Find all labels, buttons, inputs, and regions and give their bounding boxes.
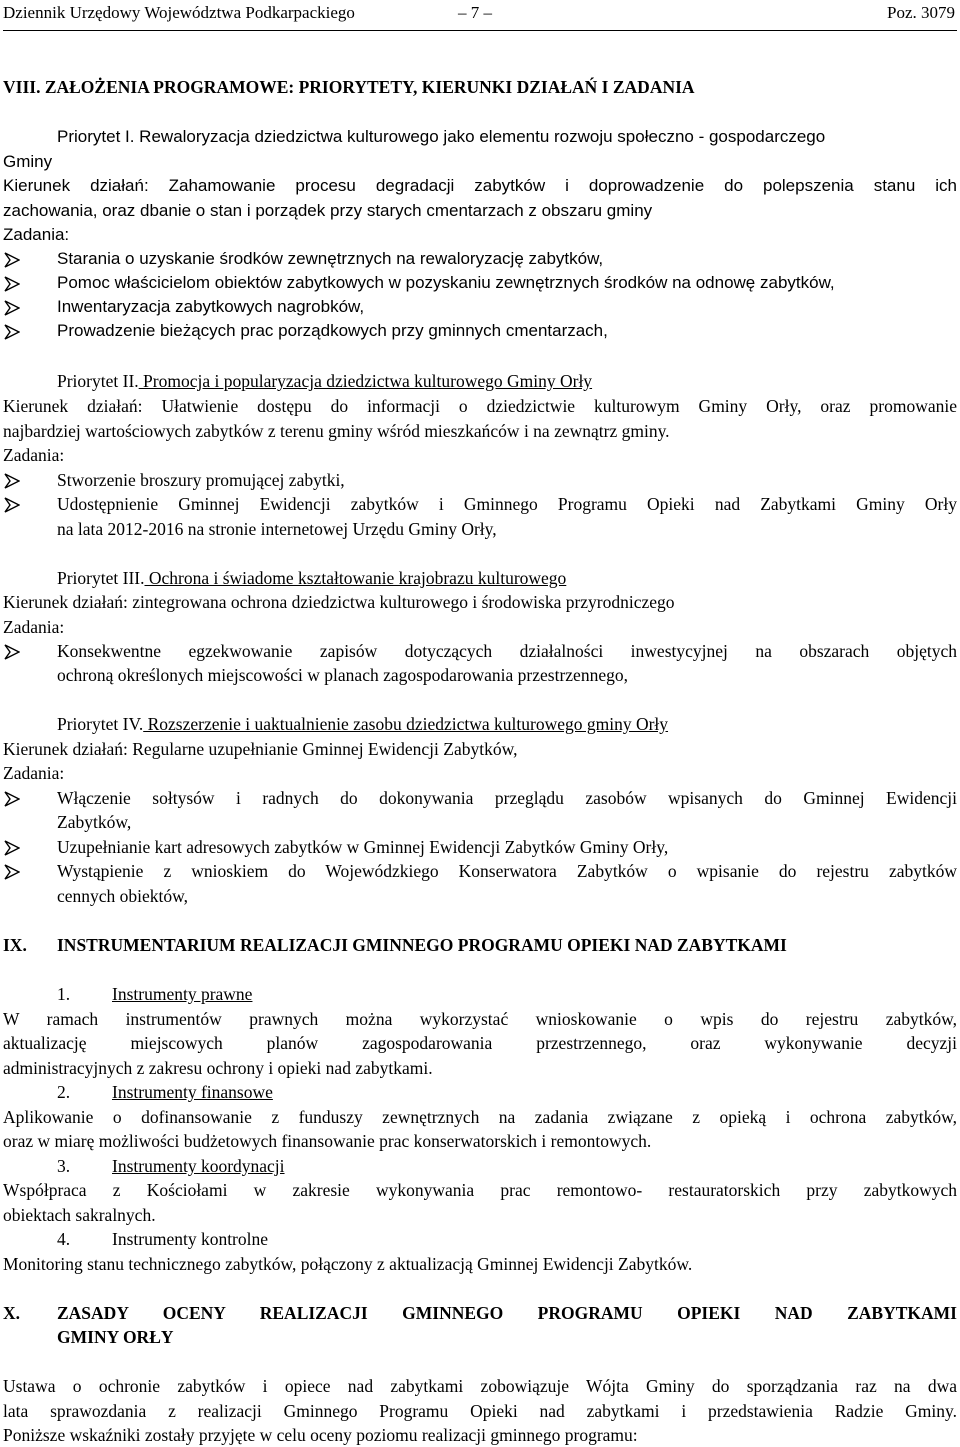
priority-1-direction-cont: zachowania, oraz dbanie o stan i porządek przy starych cmentarzach z obszaru gminy xyxy=(3,201,653,220)
priority-1-task: Pomoc właścicielom obiektów zabytkowych w pozyskaniu zewnętrznych środków na odnowę zabytków, xyxy=(57,273,835,292)
arrowhead-bullet-icon xyxy=(4,324,20,340)
priority-4-title: Rozszerzenie i uaktualnienie zasobu dziedzictwa kulturowego gminy Orły xyxy=(143,714,669,734)
priority-4-task-cont: Zabytków, xyxy=(57,812,132,832)
priority-1-tasks-label: Zadania: xyxy=(3,225,70,244)
priority-2-direction: Kierunek działań: Ułatwienie dostępu do informacji o dziedzictwie kulturowym Gminy Orły, oraz promowanie xyxy=(3,396,957,416)
priority-1-direction: Kierunek działań: Zahamowanie procesu degradacji zabytków i doprowadzenie do polepszenia stanu ich xyxy=(3,176,957,195)
priority-4-task-cont: cennych obiektów, xyxy=(57,886,189,906)
arrowhead-bullet-icon xyxy=(4,300,20,316)
instrument-4-number: 4. xyxy=(57,1229,71,1249)
instrument-1-title: Instrumenty prawne xyxy=(112,984,253,1004)
priority-4-task: Wystąpienie z wnioskiem do Wojewódzkiego Konserwatora Zabytków o wpisanie do rejestru zabytków xyxy=(57,861,957,881)
position-number: Poz. 3079 xyxy=(887,3,955,22)
priority-3-task-cont: ochroną określonych miejscowości w planach zagospodarowania przestrzennego, xyxy=(57,665,628,685)
priority-2-task: Udostępnienie Gminnej Ewidencji zabytków i Gminnego Programu Opieki nad Zabytkami Gminy Orły xyxy=(57,494,957,514)
instrument-1-text: W ramach instrumentów prawnych można wykorzystać wnioskowanie o wpis do rejestru zabytków, xyxy=(3,1009,957,1029)
journal-title: Dziennik Urzędowy Województwa Podkarpackiego xyxy=(3,3,355,22)
arrowhead-bullet-icon xyxy=(4,864,20,880)
priority-2-heading xyxy=(57,370,592,392)
section-10-text: Ustawa o ochronie zabytków i opiece nad zabytkami zobowiązuje Wójta Gminy do sporządzania raz na dwa xyxy=(3,1376,957,1396)
priority-4-tasks-label: Zadania: xyxy=(3,763,65,783)
instrument-1-text: aktualizację miejscowych planów zagospodarowania przestrzennego, oraz wykonywanie decyzji xyxy=(3,1033,957,1053)
priority-3-task: Konsekwentne egzekwowanie zapisów dotyczących działalności inwestycyjnej na obszarach objętych xyxy=(57,641,957,661)
arrowhead-bullet-icon xyxy=(4,276,20,292)
instrument-1-number: 1. xyxy=(57,984,71,1004)
section-10-text: Poniższe wskaźniki zostały przyjęte w celu oceny poziomu realizacji gminnego programu: xyxy=(3,1425,638,1445)
priority-3-tasks-label: Zadania: xyxy=(3,617,65,637)
priority-2-direction-cont: najbardziej wartościowych zabytków z terenu gminy wśród mieszkańców i na zewnątrz gminy. xyxy=(3,421,670,441)
arrowhead-bullet-icon xyxy=(4,473,20,489)
priority-3-title: Ochrona i świadome kształtowanie krajobrazu kulturowego xyxy=(144,568,567,588)
priority-2-task-cont: na lata 2012-2016 na stronie internetowej Urzędu Gminy Orły, xyxy=(57,519,497,539)
priority-4-task: Uzupełnianie kart adresowych zabytków w Gminnej Ewidencji Zabytków Gminy Orły, xyxy=(57,837,669,857)
instrument-2-text: Aplikowanie o dofinansowanie z funduszy zewnętrznych na zadania związane z opieką i ochrona zabytków, xyxy=(3,1107,957,1127)
priority-1-task: Inwentaryzacja zabytkowych nagrobków, xyxy=(57,297,365,316)
section-10-title: ZASADY OCENY REALIZACJI GMINNEGO PROGRAMU OPIEKI NAD ZABYTKAMI xyxy=(57,1303,957,1323)
priority-1-task: Prowadzenie bieżących prac porządkowych przy gminnych cmentarzach, xyxy=(57,321,608,340)
section-9-title: INSTRUMENTARIUM REALIZACJI GMINNEGO PROGRAMU OPIEKI NAD ZABYTKAMI xyxy=(57,935,787,955)
priority-2-tasks-label: Zadania: xyxy=(3,445,65,465)
instrument-2-title: Instrumenty finansowe xyxy=(112,1082,273,1102)
instrument-4-title: Instrumenty kontrolne xyxy=(112,1229,269,1249)
arrowhead-bullet-icon xyxy=(4,644,20,660)
priority-4-heading xyxy=(57,713,668,735)
instrument-1-text: administracyjnych z zakresu ochrony i opieki nad zabytkami. xyxy=(3,1058,433,1078)
instrument-3-text: Współpraca z Kościołami w zakresie wykonywania prac remontowo- restauratorskich przy zabytkowych xyxy=(3,1180,957,1200)
priority-2-title: Promocja i popularyzacja dziedzictwa kulturowego Gminy Orły xyxy=(138,371,593,391)
instrument-2-number: 2. xyxy=(57,1082,71,1102)
page-header xyxy=(3,0,957,31)
section-10-text: lata sprawozdania z realizacji Gminnego Programu Opieki nad zabytkami i przedstawienia Radzie Gminy. xyxy=(3,1401,957,1421)
arrowhead-bullet-icon xyxy=(4,497,20,513)
section-9-number: IX. xyxy=(3,935,27,955)
priority-3-heading xyxy=(57,567,566,589)
instrument-4-text: Monitoring stanu technicznego zabytków, połączony z aktualizacją Gminnej Ewidencji Zabytków. xyxy=(3,1254,693,1274)
priority-4-label: Priorytet IV. xyxy=(57,714,144,734)
instrument-2-text: oraz w miarę możliwości budżetowych finansowanie prac konserwatorskich i remontowych. xyxy=(3,1131,652,1151)
arrowhead-bullet-icon xyxy=(4,252,20,268)
instrument-3-title: Instrumenty koordynacji xyxy=(112,1156,285,1176)
page-number: – 7 – xyxy=(458,3,492,22)
priority-2-task: Stworzenie broszury promującej zabytki, xyxy=(57,470,345,490)
priority-1-task: Starania o uzyskanie środków zewnętrznych na rewaloryzację zabytków, xyxy=(57,249,604,268)
priority-2-label: Priorytet II. xyxy=(57,371,139,391)
arrowhead-bullet-icon xyxy=(4,791,20,807)
priority-1-title-cont: Gminy xyxy=(3,152,53,171)
section-10-title-cont: GMINY ORŁY xyxy=(57,1327,174,1347)
instrument-3-text: obiektach sakralnych. xyxy=(3,1205,156,1225)
priority-3-label: Priorytet III. xyxy=(57,568,145,588)
priority-4-task: Włączenie sołtysów i radnych do dokonywania przeglądu zasobów wpisanych do Gminnej Ewidencji xyxy=(57,788,957,808)
arrowhead-bullet-icon xyxy=(4,840,20,856)
section-8-title: VIII. ZAŁOŻENIA PROGRAMOWE: PRIORYTETY, KIERUNKI DZIAŁAŃ I ZADANIA xyxy=(3,77,695,97)
priority-1-title: Priorytet I. Rewaloryzacja dziedzictwa kulturowego jako elementu rozwoju społeczno - gospodarczego xyxy=(57,127,826,146)
priority-4-direction: Kierunek działań: Regularne uzupełnianie Gminnej Ewidencji Zabytków, xyxy=(3,739,518,759)
instrument-3-number: 3. xyxy=(57,1156,71,1176)
section-10-number: X. xyxy=(3,1303,21,1323)
priority-3-direction: Kierunek działań: zintegrowana ochrona dziedzictwa kulturowego i środowiska przyrodniczego xyxy=(3,592,675,612)
